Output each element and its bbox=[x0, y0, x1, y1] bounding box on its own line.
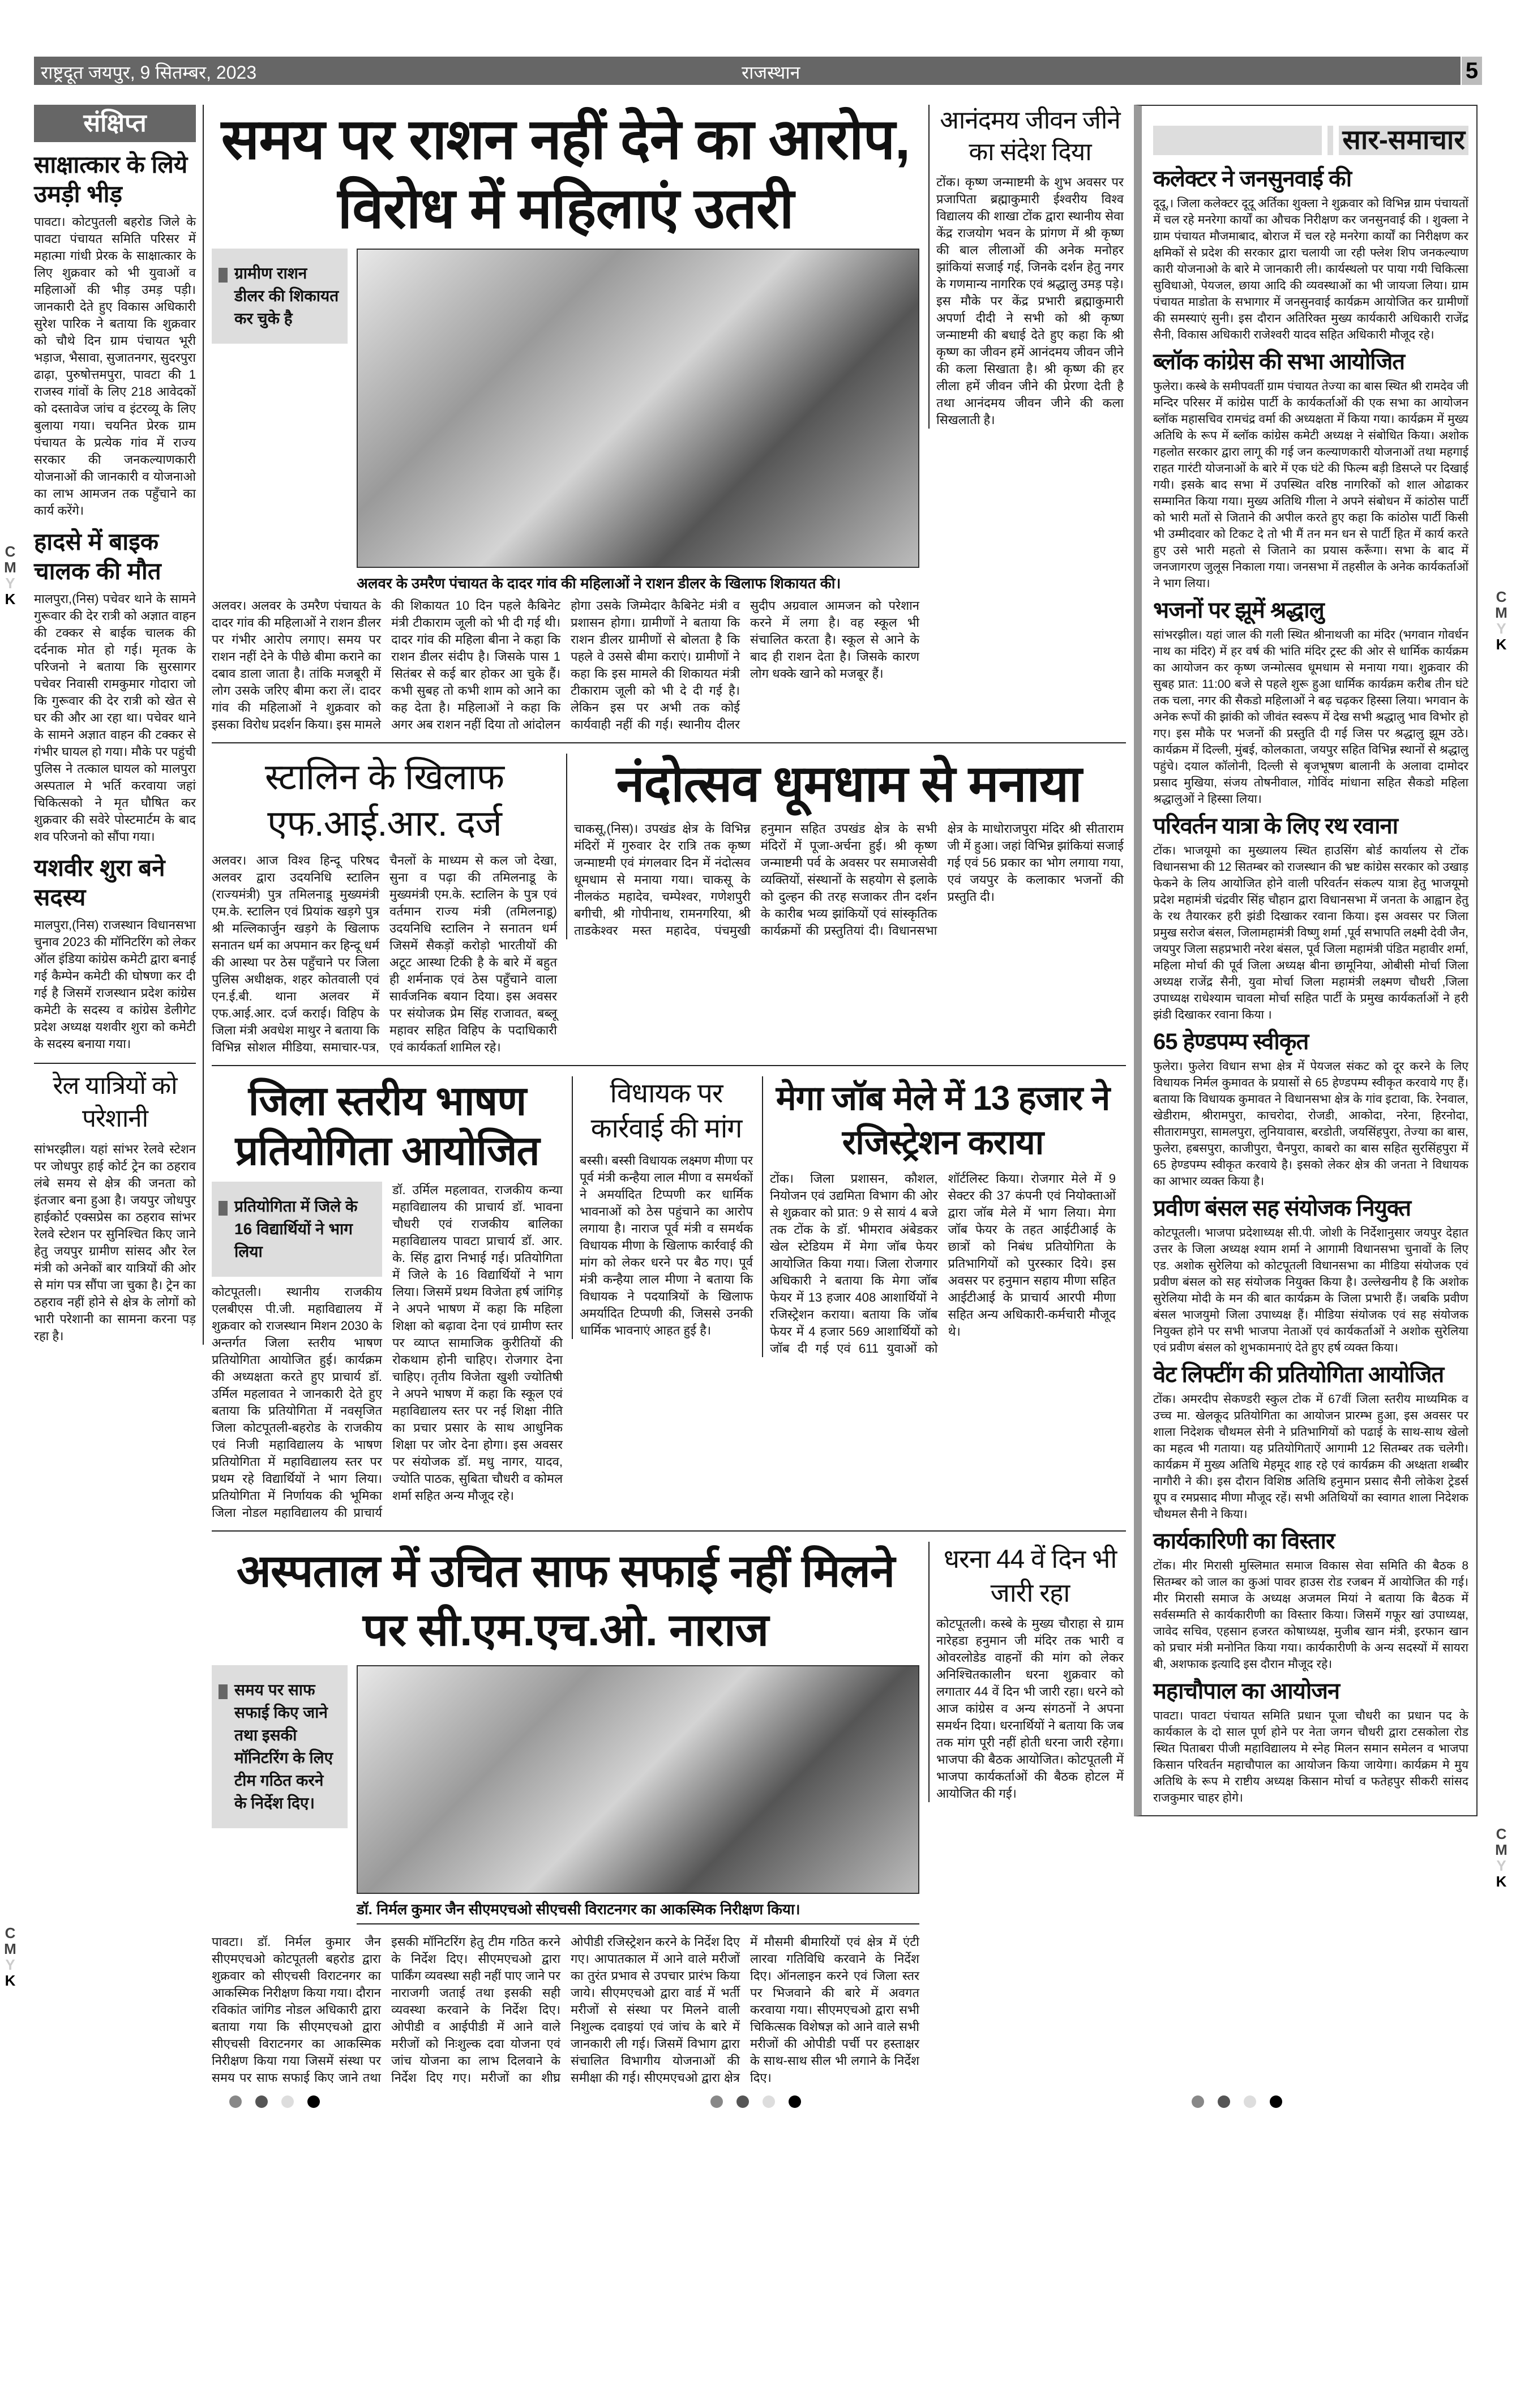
lead-headline: समय पर राशन नहीं देने का आरोप, विरोध में महिलाएं उतरी bbox=[221, 108, 910, 240]
mark-k: K bbox=[1496, 1873, 1507, 1890]
brief-section-label: संक्षिप्त bbox=[34, 105, 196, 142]
news-headline: कार्यकारिणी का विस्तार bbox=[1153, 1529, 1335, 1554]
cmyk-marks-right-bottom bbox=[1494, 1826, 1508, 1889]
cmyk-marks-left-top bbox=[3, 544, 17, 607]
jila-headline: जिला स्तरीय भाषण प्रतियोगिता आयोजित bbox=[235, 1079, 539, 1174]
sidebar-news-item bbox=[1153, 348, 1468, 592]
mark-y: Y bbox=[5, 575, 15, 592]
mark-k: K bbox=[1496, 636, 1507, 653]
mark-m: M bbox=[4, 559, 16, 576]
mark-y: Y bbox=[1496, 620, 1506, 637]
anandmay-body: टोंक। कृष्ण जन्माष्टमी के शुभ अवसर पर प्रजापिता ब्रह्माकुमारी ईश्वरीय विश्व विद्यालय की शाखा टोंक द्वारा स्थानीय सेवा केंद्र राजयोग भवन के प्रांगण में श्री कृष्ण की बाल लीलाओं की अनेक मनोहर झांकियां सजाई गई, जिनके दर्शन हेतु नगर के गणमान्य नागरिक एवं श्रद्धालु उमड़ पड़े। इस मौके पर केंद्र प्रभारी ब्रह्माकुमारी अपर्णा दीदी ने सभी को श्री कृष्ण जन्माष्टमी की बधाई देते हुए कहा कि श्री कृष्ण का जीवन हमें आनंदमय जीवन जीने की कला सिखाता है। श्री कृष्ण की हर लीला हमें जीवन जीने की प्रेरणा देती है तथा आनंदमय जीवन जीने की कला सिखलाती है। bbox=[936, 175, 1124, 427]
dot-cyan bbox=[229, 2095, 242, 2108]
news-body: फुलेरा। फुलेरा विधान सभा क्षेत्र में पेयजल संकट को दूर करने के लिए विधायक निर्मल कुमावत के प्रयासों से 65 हेण्डपम्प स्वीकृत करवाये गए हैं। बताया कि विधायक कुमावत ने विधानसभा क्षेत्र के गांव इटावा, कि. रेनवाल, खेडीराम, श्रीरामपुरा, काचरोदा, रोजडी, आकोदा, नरेना, हिरनोदा, सीतारामपुरा, सामलपुरा, लुनियावास, बरडोती, जयसिंहपुरा, तेज्या का बास, फुलेरा, हबसपुरा, काजीपुरा, चैनपुरा, काबरो का बास सहित सुरसिंहपुरा में 65 हेण्डपम्प स्वीकृत करवाये है। इसको लेकर क्षेत्र की जनता ने विधायक का आभार व्यक्त किया है। bbox=[1153, 1060, 1468, 1188]
sidebar-label-row bbox=[1153, 121, 1468, 160]
mark-k: K bbox=[5, 1972, 16, 1989]
dot-yellow bbox=[281, 2095, 294, 2108]
news-headline: कलेक्टर ने जनसुनवाई की bbox=[1153, 166, 1352, 191]
mark-c: C bbox=[5, 1924, 16, 1941]
news-headline: वेट लिफ्टींग की प्रतियोगिता आयोजित bbox=[1153, 1362, 1444, 1387]
news-headline: भजनों पर झूमें श्रद्धालु bbox=[1153, 598, 1324, 623]
dharna-body: कोटपूतली। कस्बे के मुख्य चौराहा से ग्राम नारेहडा हनुमान जी मंदिर तक भारी व ओवरलोडेड वाहनों की मांग को लेकर अनिश्चितकालीन धरना शुक्रवार को लगातार 44 वें दिन भी जारी रहा। धरने को आज कांग्रेस व अन्य संगठनों ने अपना समर्थन दिया। धरनार्थियों ने बताया कि जब तक मांग पूरी नहीं होती धरना जारी रहेगा। भाजपा की बैठक आयोजित। कोटपूतली में भाजपा कार्यकर्ताओं की बैठक होटल में आयोजित की गई। bbox=[936, 1616, 1124, 1800]
color-registration-dots-center bbox=[704, 2095, 808, 2111]
mark-k: K bbox=[5, 591, 16, 608]
dharna-headline: धरना 44 वें दिन भी जारी रहा bbox=[943, 1544, 1117, 1607]
dot-yellow bbox=[1244, 2095, 1256, 2108]
color-registration-dots-right bbox=[1185, 2095, 1289, 2111]
stalin-body-cols bbox=[212, 852, 557, 1056]
sidebar-news-item bbox=[1153, 596, 1468, 807]
jila-story bbox=[212, 1076, 563, 1521]
lead-photo bbox=[357, 249, 919, 568]
news-body: टोंक। मीर मिरासी मुस्लिमात समाज विकास सेवा समिति की बैठक 8 सितम्बर को जाल का कुआं पावर हाउस रोड रजबन में आयोजित की गई। मीर मिरासी समाज के अध्यक्ष अजमल मियां ने बताया कि बैठक में सर्वसम्मति से कार्यकारीणी का विस्तार किया। जिसमें गफूर खां उपाध्यक्ष, जावेद सचिव, एहसान हजरत कोषाध्यक्ष, मुजीब खान मंत्री, इरफान खान को प्रचार मंत्री मनोनित किया गया। कार्यकारीणी के अन्य सदस्यों में सायरा बी, अशफाक इत्यादि इस दौरान मौजूद रहे। bbox=[1153, 1559, 1468, 1671]
stalin-body: अलवर। आज विश्व हिन्दू परिषद अलवर द्वारा उदयनिधि स्टालिन (राज्यमंत्री) पुत्र तमिलनाडू मुख्यमंत्री एम.के. स्टालिन एवं प्रियांक खड़गे पुत्र श्री मल्लिकार्जुन खड़गे के खिलाफ सनातन धर्म का अपमान कर हिन्दू धर्म की आस्था पर ठेस पहुँचाने पर जिला पुलिस अधीक्षक, शहर कोतवाली एवं एन.ई.बी. थाना अलवर में एफ.आई.आर. दर्ज कराई। विहिप के जिला मंत्री अवधेश माथुर ने बताया कि विभिन्न सोशल मीडिया, समाचार-पत्र, चैनलों के माध्यम से कल जो देखा, सुना व पढ़ा की तमिलनाडू के मुख्यमंत्री एम.के. स्टालिन के पुत्र एवं वर्तमान राज्य मंत्री (तमिलनाडू) उदयनिधि स्टालिन ने सनातन धर्म जिसमें सैकड़ों करोड़ो भारतीयों की अटूट आस्था टिकी है के बारे में बहुत ही शर्मनाक एवं ठेस पहुँचाने वाला सार्वजनिक बयान दिया। इस अवसर पर संयोजक प्रेम सिंह राजावत, बब्लू महावर सहित विहिप के पदाधिकारी एवं कार्यकर्ता शामिल रहे। bbox=[212, 853, 557, 1054]
mark-m: M bbox=[4, 1940, 16, 1957]
news-body: फुलेरा। कस्बे के समीपवर्ती ग्राम पंचायत तेज्या का बास स्थित श्री रामदेव जी मन्दिर परिसर में कांग्रेस पार्टी के कार्यकर्ताओं की एक सभा का आयोजन ब्लॉक महासचिव रामचंद्र वर्मा की अध्यक्षता में किया गया। कार्यक्रम में मुख्य अतिथि के रूप में ब्लॉक कांग्रेस कमेटी अध्यक्ष ने संबोधित किया। अशोक गहलोत सरकार द्वारा लागू की गई जन कल्याणकारी योजनाओं तथा महगाई राहत गारंटी योजनाओं के बारे में एक घंटे की फिल्म बड़ी डिसप्ले पर दिखाई गयी। इसके बाद सभा में उपस्थित वरिष्ठ नागरिकों को शाल ओढाकर सम्मानित किया गया। मुख्य अतिथि गीला ने अपने संबोधन में कांठोस पार्टी को भारी मतों से जिताने की अपील करते हुए कहा कि कांठोस पार्टी किसी भी उम्मीदवार को टिकट दे तो भी मैं तन मन धन से पार्टी हित में कार्य करते हुए उसे भारी महतो से जिताने का प्रयास करूँगा। सभा के बाद में जनजागरण जुलूस निकाला गया। जनसभा में तहसील के अनेक कार्यकर्ताओं ने भाग लिया। bbox=[1153, 380, 1468, 590]
label-bar-decoration bbox=[1327, 126, 1333, 155]
dot-black bbox=[789, 2095, 801, 2108]
vidhayak-story bbox=[572, 1076, 753, 1339]
brief-item bbox=[34, 527, 196, 845]
brief-body: पावटा। कोटपुतली बहरोड जिले के पावटा पंचायत समिति परिसर में महात्मा गांधी प्रेरक के साक्षात्कार के लिए शुक्रवार को भी युवाओं व महिलाओं की भीड़ उमड़ पड़ी। जानकारी देते हुए विकास अधिकारी सुरेश पारिक ने बताया कि शुक्रवार को चौथे दिन ग्राम पंचायत भूरी भड़ाज, भैसावा, सुजातनगर, सुदरपुरा ढाढ़ा, पुरुषोत्तमपुरा, पावटा की 1 राजस्व गांवों के लिए 218 आवेदकों को दस्तावेज जांच व इंटरव्यू के लिए बुलाया गया। चयनित प्रेरक ग्राम पंचायत के प्रत्येक गांव में राज्य सरकार की जनकल्याणकारी योजनाओं की जानकारी व योजनाओ का लाभ आमजन तक पहुँचाने का कार्य करेंगे। bbox=[34, 215, 196, 517]
news-headline: ब्लॉक कांग्रेस की सभा आयोजित bbox=[1153, 349, 1405, 374]
jila-pullquote: प्रतियोगिता में जिले के 16 विद्यार्थियों ने भाग लिया bbox=[212, 1182, 382, 1277]
brief-headline: साक्षात्कार के लिये उमड़ी भीड़ bbox=[34, 151, 188, 207]
news-headline: प्रवीण बंसल सह संयोजक नियुक्त bbox=[1153, 1196, 1411, 1221]
section-name: राजस्थान bbox=[742, 62, 800, 83]
dot-black bbox=[1270, 2095, 1282, 2108]
mark-y: Y bbox=[5, 1956, 15, 1973]
hospital-headline: अस्पताल में उचित साफ सफाई नहीं मिलने पर सी.एम.एच.ओ. नाराज bbox=[236, 1546, 895, 1655]
hospital-body-cols bbox=[212, 1934, 919, 2086]
sar-samachar-sidebar bbox=[1134, 105, 1478, 1816]
sidebar-news-item bbox=[1153, 1677, 1468, 1806]
brief-headline: यशवीर शुरा बने सदस्य bbox=[34, 854, 165, 910]
anandmay-story bbox=[928, 105, 1124, 429]
lead-body: अलवर। अलवर के उमरैण पंचायत के दादर गांव की महिलाओं ने राशन डीलर पर गंभीर आरोप लगाए। समय पर राशन नहीं देने के पीछे बीमा कराने का दबाव डाला जाता है। तांकि मजबूरी में लोग उसके जरिए बीमा करा लें। दादर गांव की महिलाओं ने शुक्रवार को इसका विरोध प्रदर्शन किया। इस मामले की शिकायत 10 दिन पहले कैबिनेट मंत्री टीकाराम जूली को भी दी गई थी। दादर गांव की महिला बीना ने कहा कि राशन डीलर संदीप है। जिसके पास 1 सितंबर से कई बार होकर आ चुके हैं। कभी सुबह तो कभी शाम को आने का कह देता है। महिलाओं ने कहा कि अगर अब राशन नहीं दिया तो आंदोलन होगा उसके जिम्मेदार कैबिनेट मंत्री व प्रशासन होगा। ग्रामीणों ने बताया कि राशन डीलर ग्रामीणों से बोलता है कि पहले वे उससे बीमा कराएं। ग्रामीणों ने कहा कि इस मामले की शिकायत मंत्री टीकाराम जूली को भी दे दी गई है। लेकिन इस पर अभी तक कोई कार्यवाही नहीं की गई। स्थानीय दीलर सुदीप अग्रवाल आमजन को परेशान करने में लगा है। वह स्कूल भी संचालित करता है। स्कूल से आने के बाद ही राशन देता है। जिसके कारण लोग धक्के खाने को मजबूर हैं। bbox=[212, 598, 919, 732]
news-body: टोंक। अमरदीप सेकण्डरी स्कुल टोक में 67वीं जिला स्तरीय माध्यमिक व उच्च मा. खेलकूद प्रतियोगिता का आयोजन प्रारम्भ हुआ, इस अवसर पर शाला निदेशक चौथमल सेनी ने प्रतिभागियों को पढाई के साथ-साथ खेलो का महत्व भी गताया। यह प्रतियोगिताऐं आगामी 12 सितम्बर तक चलेगी। कार्यक्रम में मुख्य अतिथि मेहमूद शाह रहे एवं कार्यक्रम की अध्क्षता शब्बीर नागौरी ने की। इस दौरान विशिष्ठ अतिथि हनुमान प्रसाद सैनी लोकेश ट्रेडर्स ग्रूप व रमप्रसाद मीणा मौजूद रहें। सभी अतिथियों का स्वागत शाला निदेशक चौथमल सैनी ने किया। bbox=[1153, 1393, 1468, 1521]
dot-yellow bbox=[763, 2095, 775, 2108]
mark-y: Y bbox=[1496, 1857, 1506, 1874]
hospital-pullquote: समय पर साफ सफाई किए जाने तथा इसकी मॉनिटरिंग के लिए टीम गठित करने के निर्देश दिए। bbox=[212, 1665, 348, 1828]
sidebar-news-item bbox=[1153, 1194, 1468, 1356]
cmyk-marks-left-bottom bbox=[3, 1925, 17, 1988]
hospital-media-row bbox=[212, 1665, 919, 1929]
news-body: कोटपूतली। भाजपा प्रदेशाध्यक्ष सी.पी. जोशी के निर्देशानुसार जयपुर देहात उत्तर के जिला अध्यक्ष श्याम शर्मा ने आगामी विधानसभा चुनावों के लिए एड. अशोक सुरेलिया को कोटपूतली विधानसभा का मीडिया संयोजक एवं प्रवीण बंसल को सह संयोजक नियुक्त किया है। उल्लेखनीय है कि अशोक सुरेलिया मोदी के मन की बात कार्यक्रम के जिला प्रभारी हैं। जबकि प्रवीण बंसल भाजयुमो जिला उपाध्यक्ष हैं। मीडिया संयोजक एवं सह संयोजक नियुक्त होने पर सभी भाजपा नेताओं एवं कार्यकर्ताओं ने अशोक सुरेलिया एवं प्रवीण बंसल को शुभकामनाएं देते हुए हर्ष व्यक्त किया। bbox=[1153, 1226, 1468, 1354]
nandotsav-body: चाकसू,(निस)। उपखंड क्षेत्र के विभिन्न मंदिरों में गुरुवार देर रात्रि तक कृष्ण जन्माष्टमी एवं मंगलवार दिन में नंदोत्सव धूमधाम से मनाया गया। चाकसू के नीलकंठ महादेव, चम्पेश्वर, गणेशपुरी बगीची, श्री गोपीनाथ, रामनगरिया, श्री ताडकेश्वर मस्त महादेव, पंचमुखी हनुमान सहित उपखंड क्षेत्र के सभी मंदिरों में पूजा-अर्चना हुई। श्री कृष्ण जन्माष्टमी पर्व के अवसर पर समाजसेवी व्यक्तियों, संस्थानों के सहयोग से इलाके को दुल्हन की तरह सजाकर तीन दर्शन के कारीब भव्य झांकियों एवं सांस्कृतिक कार्यक्रमों की प्रस्तुतियां दी। विधानसभा क्षेत्र के माधोराजपुरा मंदिर श्री सीताराम जी में हुआ। जहां विभिन्न झांकियां सजाई गई एवं 56 प्रकार का भोग लगाया गया, एवं जयपुर के कलाकार भजनों की प्रस्तुति दी। bbox=[574, 822, 1124, 938]
hospital-photo-caption: डॉ. निर्मल कुमार जैन सीएमएचओ सीएचसी विराटनगर का आकस्मिक निरीक्षण किया। bbox=[357, 1898, 919, 1924]
nandotsav-headline: नंदोत्सव धूमधाम से मनाया bbox=[616, 756, 1082, 812]
sidebar-label: सार-समाचार bbox=[1339, 126, 1468, 155]
page-number: 5 bbox=[1462, 57, 1482, 85]
sidebar-news-item bbox=[1153, 1361, 1468, 1522]
sidebar-news-item bbox=[1153, 1028, 1468, 1190]
sidebar-news-item bbox=[1153, 165, 1468, 343]
news-headline: महाचौपाल का आयोजन bbox=[1153, 1679, 1340, 1704]
top-stories-row bbox=[212, 105, 1126, 743]
hospital-photo-block bbox=[357, 1665, 919, 1929]
lead-photo-caption: अलवर के उमरैण पंचायत के दादर गांव की महिलाओं ने राशन डीलर के खिलाफ शिकायत की। bbox=[357, 575, 841, 592]
paper-date: राष्ट्रदूत जयपुर, 9 सितम्बर, 2023 bbox=[41, 62, 257, 83]
mark-c: C bbox=[1496, 588, 1507, 605]
lead-photo-block bbox=[357, 249, 919, 597]
dot-magenta bbox=[1218, 2095, 1230, 2108]
dot-cyan bbox=[1192, 2095, 1204, 2108]
mega-job-headline: मेगा जॉब मेले में 13 हजार ने रजिस्ट्रेशन कराया bbox=[776, 1079, 1110, 1161]
dot-magenta bbox=[736, 2095, 749, 2108]
color-registration-footer bbox=[34, 2086, 1478, 2118]
mark-c: C bbox=[1496, 1825, 1507, 1842]
sidebar-news-item bbox=[1153, 1527, 1468, 1673]
mark-c: C bbox=[5, 543, 16, 560]
jila-body-cols bbox=[212, 1182, 563, 1521]
lead-pullquote: ग्रामीण राशन डीलर की शिकायत कर चुके है bbox=[212, 249, 348, 344]
brief-item bbox=[34, 853, 196, 1053]
news-body: टोंक। भाजयूमो का मुख्यालय स्थित हाउसिंग बोर्ड कार्यालय से टोंक विधानसभा की 12 सितम्बर को राजस्थान की भ्रष्ट कांग्रेस सरकार को उखाड़ फेकने के लिय आयोजित होने वाली परिवर्तन संकल्प यात्रा हेतु भाजयूमो प्रदेश महामंत्री चंद्रवीर सिंह चौहान द्वारा विधानसभा में जनता के आह्वान हेतु के रथ तैयारकर हरी झंडी दिखाकर रवाना किया। इस अवसर पर जिला प्रमुख सरोज बंसल, जिलामहामंत्री विष्णु शर्मा ,पूर्व सभापति लक्ष्मी देवी जैन, जयपुर जिला सहप्रभारी नरेश बंसल, पूर्व जिला महामंत्री पंडित महावीर शर्मा, महिला मोर्चा की पूर्व जिला अध्यक्ष बीना छामूनिया, ओबीसी मोर्चा जिला अध्यक्ष राजेंद्र सैनी, युवा मोर्चा जिला महामंत्री लक्ष्मण चौधरी ,जिला उपाध्यक्ष राधेश्याम चावला मोर्चा सहित पार्टी के प्रमुख कार्यकर्ताओं ने हरी झंडी दिखाकर रवाना किया । bbox=[1153, 844, 1469, 1021]
label-bar-decoration bbox=[1153, 126, 1322, 155]
middle-stories-row bbox=[212, 754, 1126, 1066]
anandmay-headline: आनंदमय जीवन जीने का संदेश दिया bbox=[940, 106, 1120, 166]
dot-magenta bbox=[255, 2095, 268, 2108]
mark-m: M bbox=[1495, 604, 1508, 621]
sidebar-news-item bbox=[1153, 812, 1468, 1023]
news-body: दूदू,। जिला कलेक्टर दूदू अर्तिका शुक्ला ने शुक्रवार को विभिन्न ग्राम पंचायतों में चल रहे मनरेगा कार्यों का औचक निरीक्षण कर जनसुनवाई की । शुक्ला ने ग्राम पंचायत मौजमाबाद, बोराज में चल रहे मनरेगा कार्यों का निरीक्षण कर क्षमिकों से प्रदेश की सरकार द्वारा चलायी जा रही फ्लेश शिप जनकल्याण कारी योजनाओ के बारे मे जानकारी ली। कार्यस्थलो पर पाया गयी चिकित्सा सुविधाओ, पेयजल, छाया आदि की व्यवस्थाओं का भी जायजा लिया। ग्राम पंचायत माडोता के सभागार में जनसुनवाई कार्यक्रम आयोजित कर ग्रामीणों की समस्याएं सुनी। इस दौरान अतिरिक्त मुख्य कार्यकारी अधिकारी राजेंद्र सैनी, विकास अधिकारी राजेश्वरी यादव सहित अधिकारी मौजूद रहे। bbox=[1153, 197, 1468, 341]
page-grid bbox=[34, 105, 1478, 2086]
news-body: सांभरझील। यहां जाल की गली स्थित श्रीनाथजी का मंदिर (भगवान गोवर्धन नाथ का मंदिर) में हर वर्ष की भांति मंदिर ट्रस्ट की ओर से धार्मिक कार्यक्रम का आयोजन कर कृष्ण जन्मोत्सव धूमधाम से मनाया गया। शुक्रवार की सुबह प्रात: 11:00 बजे से पहले शुरू हुआ धार्मिक कार्यक्रम करीब तीन घंटे तक चला, नगर की सैकडो महिलाओं ने बढ़ चढ़कर हिस्सा लिया। भगवान के अनेक रूपों की झांकी को जीवंत स्वरूप में देख सभी श्रद्धालु भाव विभोर हो गए। इस मौके पर भजनों की प्रस्तुति दी गई जिस पर श्रद्धालु झूम उठे। कार्यक्रम में दिल्ली, मुंबई, कोलकाता, जयपुर सहित विभिन्न स्थानों से श्रद्धालु पहुंचे। दयाल कॉलोनी, दिल्ली से बृजभूषण बालानी के अलावा दामोदर प्रसाद मुखिया, संजय तोषनीवाल, गोविंद मांधाना सहित सैकडो महिला श्रद्धालुओं ने हिस्सा लिया। bbox=[1153, 628, 1468, 806]
news-headline: 65 हेण्डपम्प स्वीकृत bbox=[1153, 1029, 1309, 1054]
rail-body: सांभरझील। यहां सांभर रेलवे स्टेशन पर जोधपुर हाई कोर्ट ट्रेन का ठहराव लंबे समय से क्षेत्र की जनता को इंतजार बना हुआ है। जयपुर जोधपुर हाईकोर्ट एक्सप्रेस का ठहराव सांभर रेलवे स्टेशन पर सुनिश्चित किए जाने हेतु जयपुर ग्रामीण सांसद और रेल मंत्री को अनेकों बार यात्रियों की ओर से मांग पत्र सौंपा जा चुका है। ट्रेन का ठहराव नहीं होने से क्षेत्र के लोगों को भारी परेशानी का सामना करना पड़ रहा है। bbox=[34, 1142, 196, 1343]
hospital-photo bbox=[357, 1665, 919, 1894]
dot-cyan bbox=[710, 2095, 723, 2108]
brief-body: मालपुरा,(निस) राजस्थान विधानसभा चुनाव 2023 की मॉनिटरिंग को लेकर ऑल इंडिया कांग्रेस कमेटी द्वारा बनाई गई कैम्पेन कमेटी की घोषणा कर दी गई है जिसमें राजस्थान प्रदेश कांग्रेस कमेटी के सदस्य व कांग्रेस डेलीगेट प्रदेश अध्यक्ष यशवीर शुरा को कमेटी के सदस्य बनाया गया। bbox=[34, 918, 196, 1051]
third-stories-row bbox=[212, 1076, 1126, 1532]
page-header-bar bbox=[34, 57, 1461, 85]
mega-job-body: टोंक। जिला प्रशासन, कौशल, नियोजन एवं उद्यमिता विभाग की ओर से शुक्रवार को प्रात: 9 से सायं 4 बजे तक टोंक के डॉ. भीमराव अंबेडकर खेल स्टेडियम में मेगा जॉब फेयर आयोजित किया गया। जिला रोजगार अधिकारी ने बताया कि मेगा जॉब फेयर में 13 हजार 408 आशार्थियों ने रजिस्ट्रेशन कराया। बताया कि जॉब फेयर में 4 हजार 569 आशार्थियों को जॉब दी गई एवं 611 युवाओं को शॉर्टलिस्ट किया। रोजगार मेले में 9 सेक्टर की 37 कंपनी एवं नियोक्ताओं द्वारा जॉब मेले में भाग लिया। मेगा जॉब फेयर के तहत आईटीआई के छात्रों को निबंध प्रतियोगिता के प्रतिभागियों को पुरस्कार दिये। इस अवसर पर हनुमान सहाय मीणा सहित आईटीआई के प्राचार्य आरपी मीणा सहित अन्य अधिकारी-कर्मचारी मौजूद थे। bbox=[770, 1171, 1116, 1355]
brief-body: मालपुरा,(निस) पचेवर थाने के सामने गुरूवार की देर रात्री को अज्ञात वाहन की टक्कर से बाईक चालक की दर्दनाक मोत हो गई। मृतक के परिजनो ने बताया कि सुरसागर पचेवर निवासी रामकुमार गोदारा जो कि गुरूवार की देर रात्री को खेत से घर की और आ रहा था। पचेवर थाने के सामने अज्ञात वाहन की टक्कर से गंभीर घायल हो गया। मौके पर पहुंची पुलिस ने तत्काल घायल को मालपुरा अस्पताल मे भर्ति करवाया जहां चिकित्सको ने मृत घौषित कर शुक्रवार की सवेरे पोस्टमार्टम के बाद शव परिजनो को सौंपा गया। bbox=[34, 592, 196, 844]
lead-body-cols bbox=[212, 597, 919, 733]
vidhayak-body: बस्सी। बस्सी विधायक लक्ष्मण मीणा पर पूर्व मंत्री कन्हैया लाल मीणा व समर्थकों ने अमर्यादित टिप्पणी कर धार्मिक भावनाओं को ठेस पहुंचाने का आरोप लगाया है। नाराज पूर्व मंत्री व समर्थक विधायक मीणा के खिलाफ कार्रवाई की मांग को लेकर धरने पर बैठ गए। पूर्व मंत्री कन्हैया लाल मीणा ने बताया कि विधायक ने पदयात्रियों के खिलाफ अमर्यादित टिप्पणी की, जिससे उनकी धार्मिक भावनाएं आहत हुई है। bbox=[580, 1153, 753, 1337]
brief-headline: हादसे में बाइक चालक की मौत bbox=[34, 528, 161, 584]
jila-body: कोटपूतली। स्थानीय राजकीय एलबीएस पी.जी. महाविद्यालय में शुक्रवार को राजस्थान मिशन 2030 के अन्तर्गत जिला स्तरीय भाषण प्रतियोगिता आयोजित हुई। कार्यक्रम की अध्यक्षता करते हुए प्राचार्य डॉ. उर्मिल महलावत ने जानकारी देते हुए बताया कि प्रतियोगिता में नवसृजित जिला कोटपूतली-बहरोड के राजकीय एवं निजी महाविद्यालय के भाषण प्रतियोगिता में महाविद्यालय स्तर पर प्रथम रहे विद्यार्थियों ने भाग लिया। प्रतियोगिता में निर्णायक की भूमिका जिला नोडल महाविद्यालय की प्राचार्य डॉ. उर्मिल महलावत, राजकीय कन्या महाविद्यालय की प्राचार्य डॉ. भावना चौधरी एवं राजकीय बालिका महाविद्यालय पावटा प्राचार्य डॉ. आर. के. सिंह द्वारा निभाई गई। प्रतियोगिता में जिले के 16 विद्यार्थियों ने भाग लिया। जिसमें प्रथम विजेता हर्ष जांगिड़ ने अपने भाषण में कहा कि महिला शिक्षा को बढ़ावा देना एवं ग्रामीण स्तर पर व्याप्त सामाजिक कुरीतियों की रोकथाम होनी चाहिए। रोजगार देना चाहिए। तृतीय विजेता खुशी ज्योतिषी ने अपने भाषण में कहा कि स्कूल एवं महाविद्यालय स्तर पर नई शिक्षा नीति का प्रचार प्रसार के साथ आधुनिक शिक्षा पर जोर देना होगा। इस अवसर पर संयोजक डॉ. मधु नागर, यादव, ज्योति पाठक, सुबिता चौधरी व कोमल शर्मा सहित अन्य मौजूद रहे। bbox=[212, 1183, 563, 1520]
dot-black bbox=[307, 2095, 320, 2108]
brief-item bbox=[34, 150, 196, 519]
mega-job-body-cols bbox=[770, 1170, 1116, 1357]
bottom-stories-row bbox=[212, 1542, 1126, 2086]
news-headline: परिवर्तन यात्रा के लिए रथ रवाना bbox=[1153, 814, 1398, 839]
lead-media-row bbox=[212, 249, 919, 597]
brief-column bbox=[34, 105, 204, 1345]
news-body: पावटा। पावटा पंचायत समिति प्रधान पूजा चौधरी का प्रधान पद के कार्यकाल के दो साल पूर्ण होने पर नेता जगन चौधरी द्वारा टसकोला रोड स्थित पिताबरा पीजी महाविद्यालय मे स्नेह मिलन समान समेलन व भाजपा किसान परिवर्तन महाचौपाल का आयोजन किया जायेगा। कार्यक्रम मे मुय अतिथि के रूप मे राष्टीय अध्यक्ष किसान मोर्चा व फतेहपुर सीकरी सांसद राजकुमार चाहर होगे। bbox=[1153, 1709, 1468, 1804]
dharna-story bbox=[928, 1542, 1124, 1802]
center-area bbox=[212, 105, 1126, 2086]
mark-m: M bbox=[1495, 1841, 1508, 1858]
stalin-headline: स्टालिन के खिलाफ एफ.आई.आर. दर्ज bbox=[264, 756, 504, 844]
cmyk-marks-right-top bbox=[1494, 589, 1508, 652]
hospital-story bbox=[212, 1542, 919, 2086]
rail-story bbox=[34, 1063, 196, 1345]
lead-story bbox=[212, 105, 919, 733]
color-registration-dots-left bbox=[222, 2095, 327, 2111]
vidhayak-headline: विधायक पर कार्रवाई की मांग bbox=[590, 1079, 742, 1144]
nandotsav-body-cols bbox=[574, 820, 1124, 939]
mega-job-story bbox=[762, 1076, 1116, 1357]
stalin-story bbox=[212, 754, 557, 1056]
nandotsav-story bbox=[566, 754, 1124, 939]
rail-headline: रेल यात्रियों को परेशानी bbox=[53, 1072, 177, 1132]
hospital-body: पावटा। डॉ. निर्मल कुमार जैन सीएमएचओ कोटपूतली बहरोड द्वारा शुक्रवार को सीएचसी विराटनगर का आकस्मिक निरीक्षण किया गया। दौरान रविकांत जांगिड नोडल अधिकारी द्वारा बताया गया कि सीएमएचओ द्वारा सीएचसी विराटनगर का आकस्मिक निरीक्षण किया गया जिसमें संस्था पर समय पर साफ सफाई किए जाने तथा इसकी मॉनिटरिंग हेतु टीम गठित करने के निर्देश दिए। सीएमएचओ द्वारा पार्किंग व्यवस्था सही नहीं पाए जाने पर नाराजगी जताई तथा इसकी सही व्यवस्था करवाने के निर्देश दिए। ओपीडी व आईपीडी में आने वाले मरीजों को निःशुल्क दवा योजना एवं जांच योजना का लाभ दिलवाने के निर्देश दिए गए। मरीजों का शीघ्र ओपीडी रजिस्ट्रेशन करने के निर्देश दिए गए। आपातकाल में आने वाले मरीजों का तुरंत प्रभाव से उपचार प्रारंभ किया जाये। सीएमएचओ द्वारा वार्ड में भर्ती मरीजों से संस्था पर मिलने वाली निशुल्क दवाइयां एवं जांच के बारे में जानकारी ली गई। जिसमें विभाग द्वारा संचालित विभागीय योजनाओं की समीक्षा की गई। सीएमएचओ द्वारा क्षेत्र में मौसमी बीमारियों एवं क्षेत्र में एंटी लारवा गतिविधि करवाने के निर्देश दिए। ऑनलाइन करने एवं जिला स्तर पर भिजवाने की बारे में अवगत करवाया गया। सीएमएचओ द्वारा सभी चिकित्सक विशेषज्ञ को आने वाले सभी मरीजों की ओपीडी पर्ची पर हस्ताक्षर के साथ-साथ सील भी लगाने के निर्देश दिए। bbox=[212, 1935, 919, 2085]
